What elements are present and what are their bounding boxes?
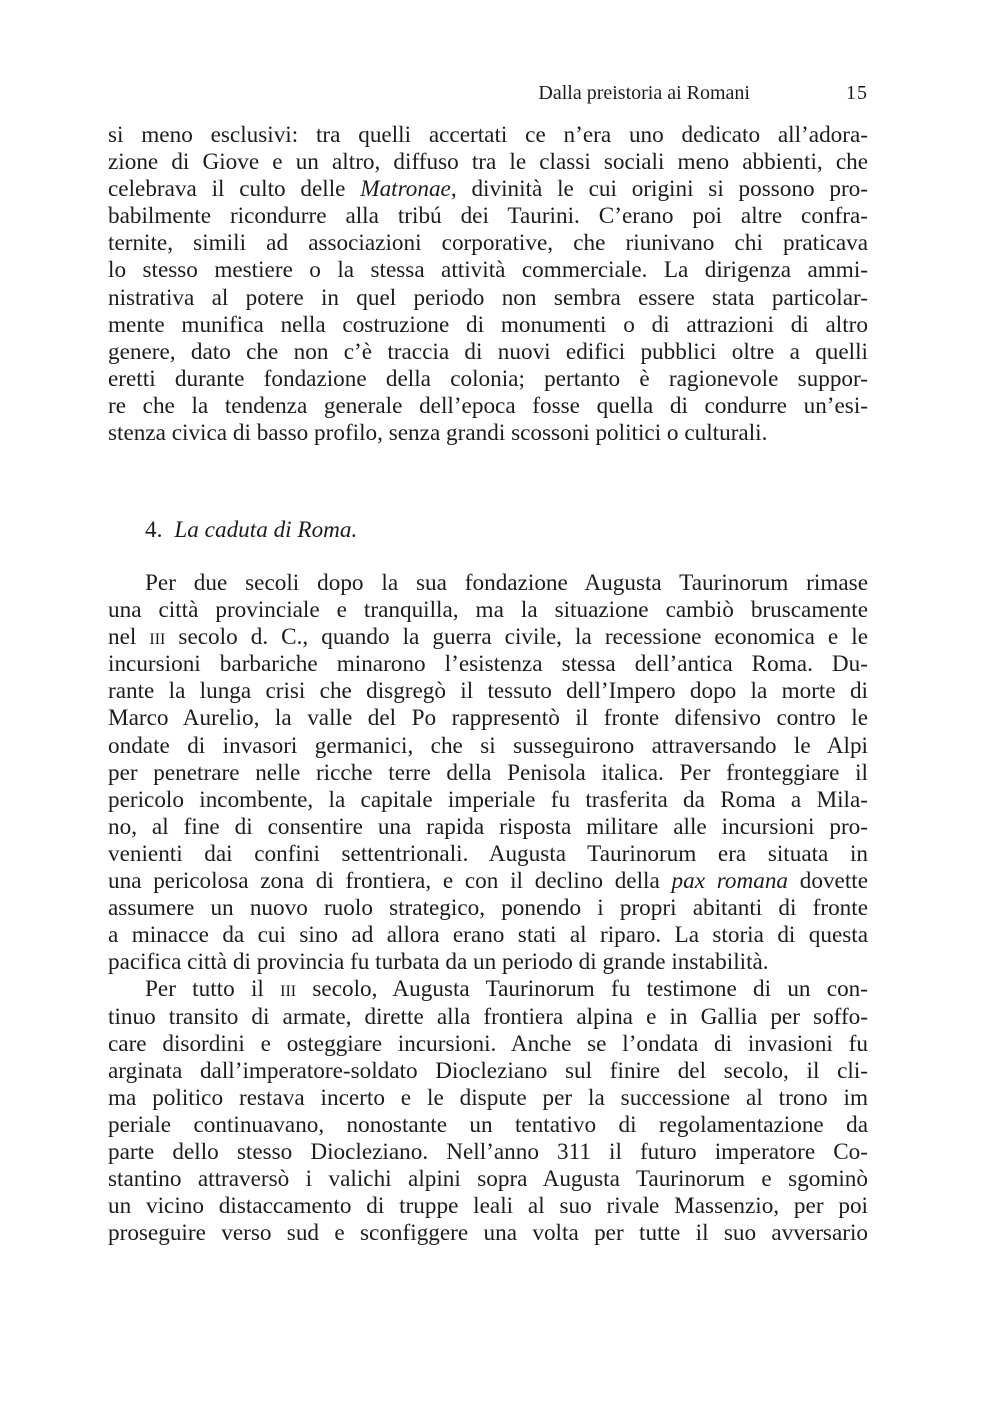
text-line: stantino attraversò i valichi alpini sopra Augusta Taurinorum e sgominò [108,1166,868,1193]
text-run: celebrava il culto delle [108,176,361,203]
text-line: assumere un nuovo ruolo strategico, ponendo i propri abitanti di fronte [108,895,868,922]
running-head [108,79,868,107]
text-line [108,176,868,203]
text-line [108,624,868,651]
section-heading [145,515,357,545]
text-line: eretti durante fondazione della colonia; pertanto è ragionevole suppor- [108,365,868,392]
text-run: secolo, Augusta Taurinorum fu testimone di un con- [296,976,868,1003]
roman-numeral: iii [149,624,166,651]
running-title: Dalla preistoria ai Romani [538,82,750,104]
text-line: proseguire verso sud e sconfiggere una volta per tutte il suo avversario [108,1220,868,1247]
italic-term: Matronae [360,176,451,203]
text-line: a minacce da cui sino ad allora erano stati al riparo. La storia di questa [108,922,868,949]
paragraph [108,570,868,976]
section-title: La caduta di Roma. [174,517,358,543]
text-run: secolo d. C., quando la guerra civile, la recessione economica e le [165,624,869,651]
paragraph-continued [108,122,868,447]
text-run: nel [108,624,150,651]
text-line: arginata dall’imperatore-soldato Diocleziano sul finire del secolo, il cli- [108,1057,868,1084]
text-line: no, al fine di consentire una rapida risposta militare alle incursioni pro- [108,813,868,840]
text-line: si meno esclusivi: tra quelli accertati ce n’era uno dedicato all’adora- [108,122,868,148]
section-body [108,570,868,1247]
text-run: , divinità le cui origini si possono pro- [450,176,868,203]
roman-numeral: iii [280,976,297,1003]
section-number: 4. [145,517,163,543]
page-number: 15 [846,82,868,104]
text-line: genere, dato che non c’è traccia di nuovi edifici pubblici oltre a quelli [108,338,868,365]
text-line: periale continuavano, nonostante un tentativo di regolamentazione da [108,1111,868,1138]
text-line: tinuo transito di armate, dirette alla frontiera alpina e in Gallia per soffo- [108,1003,868,1030]
text-line: pericolo incombente, la capitale imperiale fu trasferita da Roma a Mila- [108,786,868,813]
text-line: ma politico restava incerto e le dispute per la successione al trono im [108,1084,868,1111]
paragraph [108,976,868,1247]
text-line: zione di Giove e un altro, diffuso tra le classi sociali meno abbienti, che [108,149,868,176]
text-line: Per due secoli dopo la sua fondazione Augusta Taurinorum rimase [145,570,868,596]
text-line [108,868,868,895]
text-run: Per tutto il [145,976,281,1003]
text-line: care disordini e osteggiare incursioni. Anche se l’ondata di invasioni fu [108,1030,868,1057]
text-line: incursioni barbariche minarono l’esistenza stessa dell’antica Roma. Du- [108,651,868,678]
text-line: stenza civica di basso profilo, senza grandi scossoni politici o culturali. [108,420,768,447]
text-line: ternite, simili ad associazioni corporative, che riunivano chi praticava [108,230,868,257]
text-line: pacifica città di provincia fu turbata da un periodo di grande instabilità. [108,949,769,976]
text-line: mente munifica nella costruzione di monumenti o di attrazioni di altro [108,311,868,338]
text-line [108,976,868,1003]
text-line: lo stesso mestiere o la stessa attività commerciale. La dirigenza ammi- [108,257,868,284]
text-line: venienti dai confini settentrionali. Augusta Taurinorum era situata in [108,840,868,867]
text-line: un vicino distaccamento di truppe leali al suo rivale Massenzio, per poi [108,1193,868,1220]
text-line: per penetrare nelle ricche terre della Penisola italica. Per fronteggiare il [108,759,868,786]
text-line: parte dello stesso Diocleziano. Nell’anno 311 il futuro imperatore Co- [108,1138,868,1165]
text-line: nistrativa al potere in quel periodo non sembra essere stata particolar- [108,284,868,311]
text-run: dovette [788,868,869,895]
text-line: Marco Aurelio, la valle del Po rappresentò il fronte difensivo contro le [108,705,868,732]
text-line: re che la tendenza generale dell’epoca fosse quella di condurre un’esi- [108,392,868,419]
text-line: una città provinciale e tranquilla, ma la situazione cambiò bruscamente [108,597,868,624]
text-line: ondate di invasori germanici, che si susseguirono attraversando le Alpi [108,732,868,759]
italic-term: pax romana [671,868,789,895]
text-run: una pericolosa zona di frontiera, e con il declino della [108,868,672,895]
text-line: babilmente ricondurre alla tribú dei Taurini. C’erano poi altre confra- [108,203,868,230]
text-line: rante la lunga crisi che disgregò il tessuto dell’Impero dopo la morte di [108,678,868,705]
